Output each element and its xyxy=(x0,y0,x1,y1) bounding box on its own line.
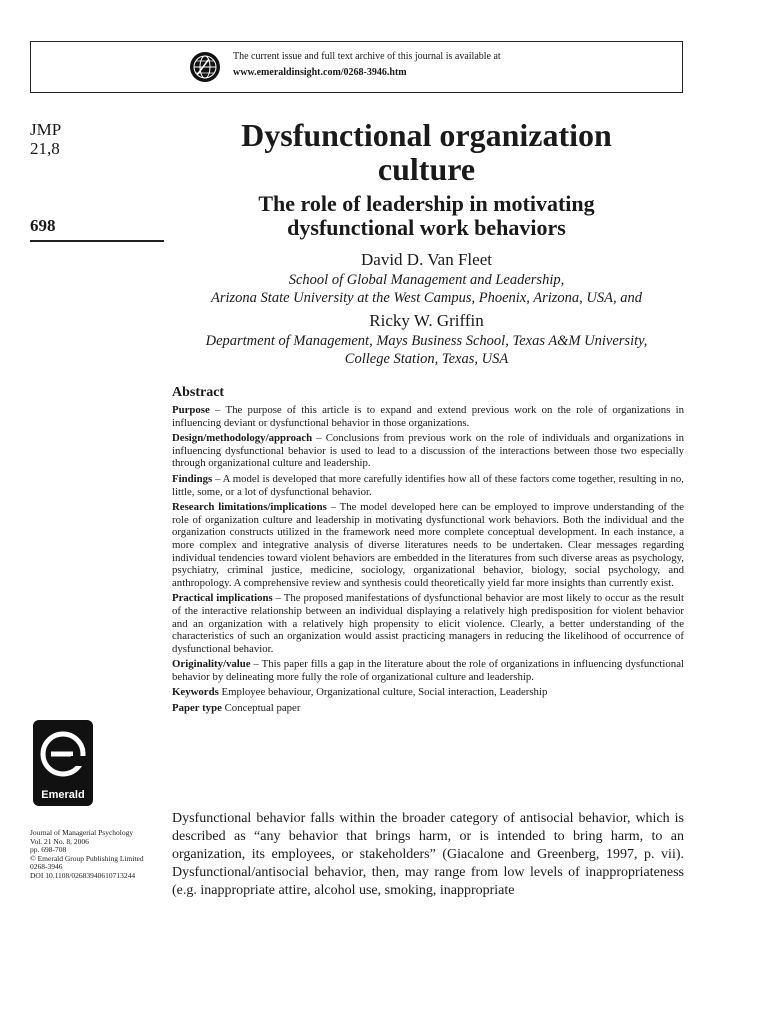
journal-info-line: Vol. 21 No. 8, 2006 xyxy=(30,836,89,846)
journal-abbrev: JMP xyxy=(30,120,62,139)
emerald-e-icon xyxy=(33,720,93,806)
globe-icon xyxy=(189,51,221,83)
body-text xyxy=(172,810,684,900)
abstract-section-label: Design/methodology/approach xyxy=(172,432,313,445)
journal-citation-info xyxy=(30,829,144,881)
journal-archive-banner xyxy=(30,41,683,93)
author-2-affil-line-1: Department of Management, Mays Business School, Texas A&M University, xyxy=(205,333,648,349)
journal-info-line: 0268-3946 xyxy=(30,862,63,872)
emerald-logo-text: Emerald xyxy=(41,789,85,801)
abstract-section-text: Conceptual paper xyxy=(221,702,301,715)
author-1-affil-line-1: School of Global Management and Leadership, xyxy=(288,272,565,288)
abstract-section-label: Practical implications xyxy=(172,592,273,605)
journal-info-line: © Emerald Group Publishing Limited xyxy=(30,853,144,863)
abstract-section-text: – A model is developed that more carefully identifies how all of these factors come together, resulting in no, little, some, or a lot of dysfunctional behavior. xyxy=(172,472,684,498)
abstract-originality xyxy=(172,658,684,683)
abstract-paper-type xyxy=(172,702,684,715)
page-number: 698 xyxy=(30,216,56,235)
article-subtitle xyxy=(170,192,683,240)
abstract-section-label: Research limitations/implications xyxy=(172,501,327,514)
subtitle-line-1: The role of leadership in motivating xyxy=(258,191,595,216)
banner-availability-text: The current issue and full text archive of this journal is available at xyxy=(233,51,501,62)
abstract-section-text: – The model developed here can be employed to improve understanding of the role of organization culture and leadership in motivating dysfunctional work behaviors. Both the individual and the organization constructs utilized in the framework need more complete conceptual development. In each instance, a more complex and integrative analysis of diverse literatures needs to be undertaken. Clear messages regarding individual tendencies toward violent behaviors are embedded in the literatures from such diverse areas as psychology, psychiatry, criminal justice, medicine, sociology, organizational behavior, biology, social psychology, and anthropology. A comprehensive review and synthesis could theoretically yield far more insights than currently exist. xyxy=(172,501,685,589)
body-paragraph: Dysfunctional behavior falls within the broader category of antisocial behavior, which is described as “any behavior that brings harm, or is intended to bring harm, to an organization, its employees, or stakeholders” (Giacalone and Greenberg, 1997, p. vii). Dysfunctional/antisocial behavior, then, may range from low levels of inappropriateness (e.g. inappropriate attire, alcohol use, smoking, inappropriate xyxy=(172,811,684,898)
abstract-section-text: – This paper fills a gap in the literature about the role of organizations in influencing dysfunctional behavior by delineating more fully the role of organizational culture and leadership. xyxy=(172,658,684,683)
abstract-findings xyxy=(172,473,684,498)
abstract-design xyxy=(172,432,684,470)
abstract-heading: Abstract xyxy=(172,385,225,400)
abstract-section-text: – Conclusions from previous work on the role of individuals and organizations in influencing dysfunctional behavior is used to lead to a discussion of the interactions between those two especially through organizational culture and leadership. xyxy=(172,432,684,470)
journal-margin-info xyxy=(30,120,61,158)
article-title xyxy=(170,118,683,186)
abstract-section-text: – The proposed manifestations of dysfunctional behavior are most likely to occur as the result of the interactive relationship between an individual displaying a relatively high predisposition for violent behavior and an organization with a relatively high propensity to elicit violence. Clearly, a better understanding of the characteristics of such an organization would assist practicing managers in reducing the likelihood of occurrence of dysfunctional behavior. xyxy=(172,592,684,655)
author-2-affiliation xyxy=(170,332,683,368)
journal-info-line: pp. 698-708 xyxy=(30,845,67,855)
author-2-affil-line-2: College Station, Texas, USA xyxy=(344,351,509,367)
author-1-affil-line-2: Arizona State University at the West Campus, Phoenix, Arizona, USA, and xyxy=(211,290,642,306)
abstract-section-label: Originality/value xyxy=(172,658,251,671)
author-1: David D. Van Fleet xyxy=(361,250,492,269)
abstract xyxy=(172,384,684,718)
title-line-2: culture xyxy=(377,151,476,187)
abstract-section-label: Findings xyxy=(172,472,213,485)
abstract-keywords xyxy=(172,686,684,699)
abstract-section-label: Keywords xyxy=(172,686,219,699)
abstract-section-label: Paper type xyxy=(172,702,222,715)
abstract-purpose xyxy=(172,404,684,429)
volume-issue: 21,8 xyxy=(30,139,60,158)
abstract-section-text: – The purpose of this article is to expand and extend previous work on the role of organizations in influencing deviant or dysfunctional behavior in those organizations. xyxy=(172,404,684,429)
page-number-rule xyxy=(30,240,164,242)
subtitle-line-2: dysfunctional work behaviors xyxy=(287,215,566,240)
abstract-limitations xyxy=(172,501,684,589)
abstract-section-label: Purpose xyxy=(172,404,210,416)
abstract-section-text: Employee behaviour, Organizational culture, Social interaction, Leadership xyxy=(218,686,548,699)
title-line-1: Dysfunctional organization xyxy=(241,117,612,153)
abstract-practical xyxy=(172,592,684,655)
journal-info-line: Journal of Managerial Psychology xyxy=(30,828,134,837)
banner-url-link[interactable]: www.emeraldinsight.com/0268-3946.htm xyxy=(233,67,407,78)
journal-info-line: DOI 10.1108/02683940610713244 xyxy=(30,870,136,880)
author-2: Ricky W. Griffin xyxy=(369,311,484,330)
author-1-affiliation xyxy=(170,271,683,307)
